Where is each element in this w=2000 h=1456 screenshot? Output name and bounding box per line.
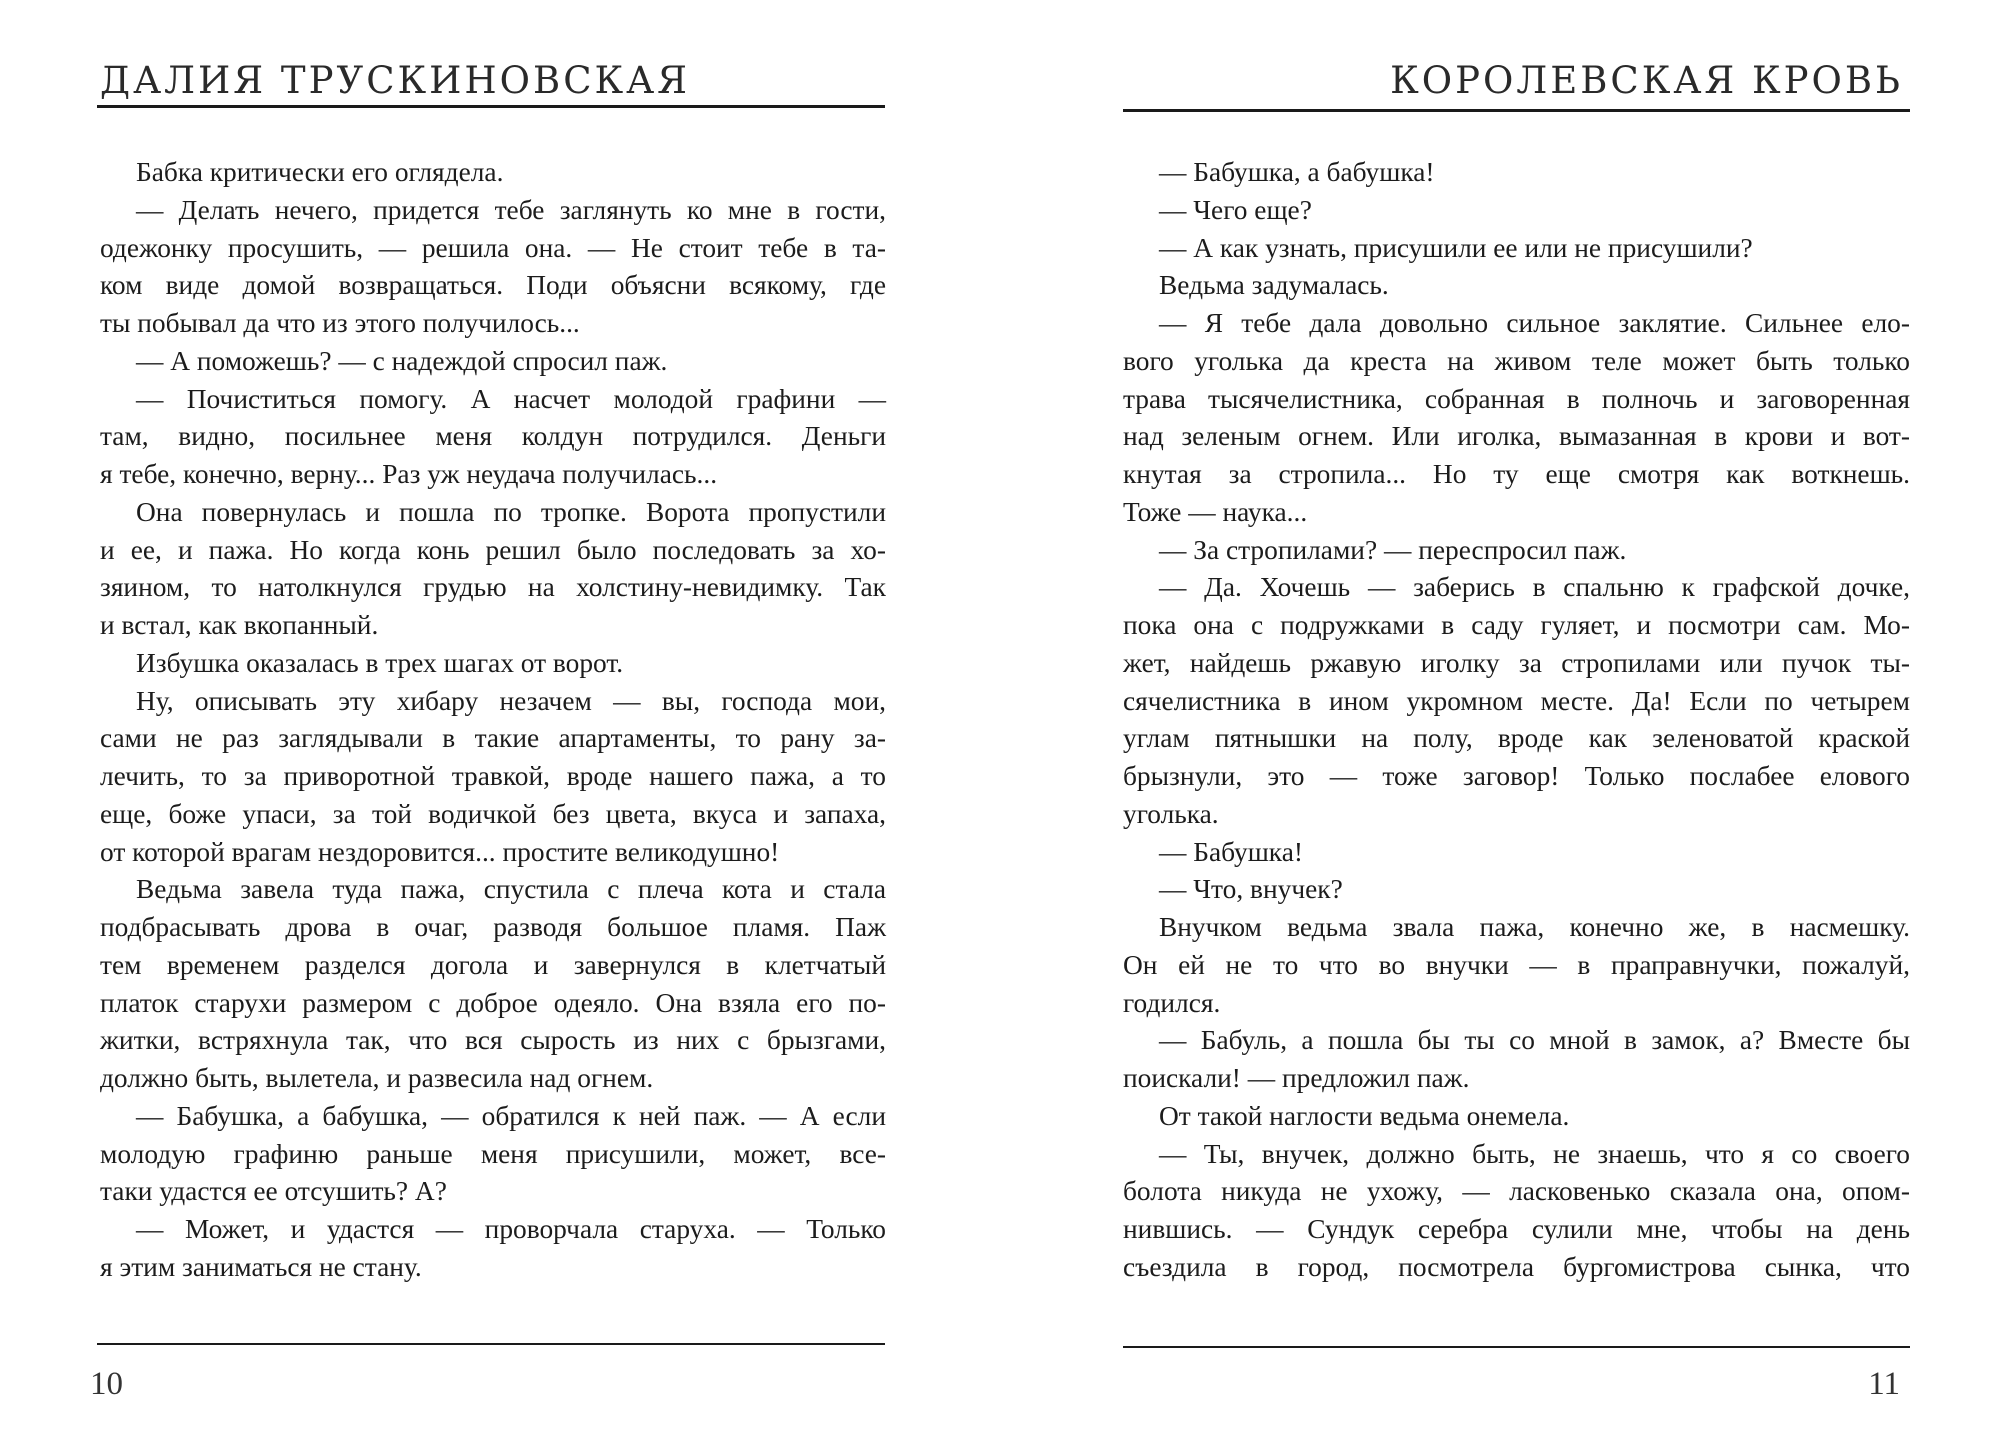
page-number: 10: [90, 1366, 123, 1402]
text-line: Избушка оказалась в трех шагах от ворот.: [136, 647, 624, 678]
text-line: Бабка критически его оглядела.: [136, 157, 504, 187]
page-number: 11: [1868, 1366, 1900, 1402]
text-line: От такой наглости ведьма онемела.: [1159, 1100, 1570, 1131]
text-line: Он ей не то что во внучки — в праправнучки, пожалуй,: [1123, 949, 1910, 980]
text-line: от которой врагам нездоровится... простите великодушно!: [100, 836, 780, 867]
text-line: — Да. Хочешь — заберись в спальню к графской дочке,: [1159, 572, 1910, 603]
right-page: [1000, 0, 2000, 1456]
text-line: тем временем разделся догола и завернулся в клетчатый: [100, 949, 886, 980]
text-line: — Бабушка, а бабушка, — обратился к ней паж. — А если: [136, 1100, 886, 1131]
text-line: Ведьма задумалась.: [1159, 270, 1389, 301]
text-line: болота никуда не ухожу, — ласковенько сказала она, опом-: [1123, 1176, 1910, 1207]
text-line: — Бабушка!: [1159, 836, 1303, 867]
text-line: сами не раз заглядывали в такие апартаменты, то рану за-: [100, 723, 886, 754]
text-line: лечить, то за приворотной травкой, вроде нашего пажа, а то: [100, 761, 886, 791]
text-line: — Ты, внучек, должно быть, не знаешь, что я со своего: [1159, 1138, 1910, 1169]
text-line: уголька.: [1123, 798, 1219, 829]
text-line: кнутая за стропила... Но ту еще смотря как воткнешь.: [1123, 459, 1910, 489]
text-line: и ее, и пажа. Но когда конь решил было последовать за хо-: [100, 534, 886, 565]
text-line: Ну, описывать эту хибару незачем — вы, господа мои,: [136, 685, 886, 716]
text-line: годился.: [1123, 987, 1221, 1018]
text-line: Она повернулась и пошла по тропке. Ворота пропустили: [136, 496, 886, 527]
text-line: еще, боже упаси, за той водичкой без цвета, вкуса и запаха,: [100, 798, 886, 829]
header-rule: [97, 105, 885, 108]
header-rule: [1123, 109, 1910, 112]
footer-rule: [97, 1343, 885, 1345]
text-line: зяином, то натолкнулся грудью на холстину-невидимку. Так: [100, 572, 886, 603]
text-line: съездила в город, посмотрела бургомистрова сынка, что: [1123, 1251, 1910, 1282]
text-line: платок старухи размером с доброе одеяло. Она взяла его по-: [100, 987, 886, 1018]
text-line: — Бабуль, а пошла бы ты со мной в замок, а? Вместе бы: [1159, 1025, 1910, 1056]
text-line: житки, встряхнула так, что вся сырость из них с брызгами,: [100, 1025, 886, 1056]
text-line: пока она с подружками в саду гуляет, и посмотри сам. Мо-: [1123, 610, 1910, 640]
text-line: нившись. — Сундук серебра сулили мне, чтобы на день: [1123, 1214, 1910, 1244]
text-line: — За стропилами? — переспросил паж.: [1159, 534, 1627, 565]
text-line: — Что, внучек?: [1159, 874, 1343, 905]
text-line: и встал, как вкопанный.: [100, 610, 379, 640]
body-text: [1123, 154, 1910, 1287]
running-head-author: ДАЛИЯ ТРУСКИНОВСКАЯ: [100, 59, 691, 102]
text-line: — Почиститься помогу. А насчет молодой графини —: [136, 383, 886, 414]
text-line: — Может, и удастся — проворчала старуха. — Только: [136, 1214, 886, 1244]
text-line: жет, найдешь ржавую иголку за стропилами или пучок ты-: [1123, 647, 1910, 678]
text-line: Внучком ведьма звала пажа, конечно же, в насмешку.: [1159, 912, 1910, 942]
text-line: — А поможешь? — с надеждой спросил паж.: [136, 345, 668, 376]
text-line: я этим заниматься не стану.: [100, 1251, 422, 1282]
body-text: [100, 154, 886, 1287]
text-line: одежонку просушить, — решила она. — Не стоит тебе в та-: [100, 232, 886, 263]
text-line: молодую графиню раньше меня присушили, может, все-: [100, 1138, 886, 1169]
text-line: — Чего еще?: [1159, 194, 1312, 225]
text-line: подбрасывать дрова в очаг, разводя большое пламя. Паж: [100, 912, 886, 942]
text-line: — Делать нечего, придется тебе заглянуть ко мне в гости,: [136, 194, 886, 225]
text-line: Ведьма завела туда пажа, спустила с плеча кота и стала: [136, 874, 886, 905]
text-line: — Я тебе дала довольно сильное заклятие. Сильнее ело-: [1159, 308, 1910, 338]
text-line: — А как узнать, присушили ее или не присушили?: [1159, 232, 1753, 263]
text-line: там, видно, посильнее меня колдун потрудился. Деньги: [100, 421, 886, 452]
text-line: трава тысячелистника, собранная в полночь и заговоренная: [1123, 383, 1910, 414]
text-line: ты побывал да что из этого получилось...: [100, 308, 580, 338]
running-head-title: КОРОЛЕВСКАЯ КРОВЬ: [1390, 59, 1903, 102]
text-line: таки удастся ее отсушить? А?: [100, 1176, 447, 1207]
text-line: должно быть, вылетела, и развесила над огнем.: [100, 1063, 654, 1093]
text-line: над зеленым огнем. Или иголка, вымазанная в крови и вот-: [1123, 421, 1910, 452]
footer-rule: [1123, 1346, 1910, 1348]
text-line: поискали! — предложил паж.: [1123, 1063, 1470, 1093]
text-line: сячелистника в ином укромном месте. Да! Если по четырем: [1123, 685, 1910, 716]
text-line: Тоже — наука...: [1123, 496, 1308, 527]
text-line: — Бабушка, а бабушка!: [1159, 157, 1435, 187]
text-line: ком виде домой возвращаться. Поди объясни всякому, где: [100, 270, 886, 301]
text-line: углам пятнышки на полу, вроде как зеленоватой краской: [1123, 723, 1910, 754]
text-line: вого уголька да креста на живом теле может быть только: [1123, 345, 1910, 376]
text-line: брызнули, это — тоже заговор! Только послабее елового: [1123, 761, 1910, 791]
text-line: я тебе, конечно, верну... Раз уж неудача получилась...: [100, 459, 718, 489]
